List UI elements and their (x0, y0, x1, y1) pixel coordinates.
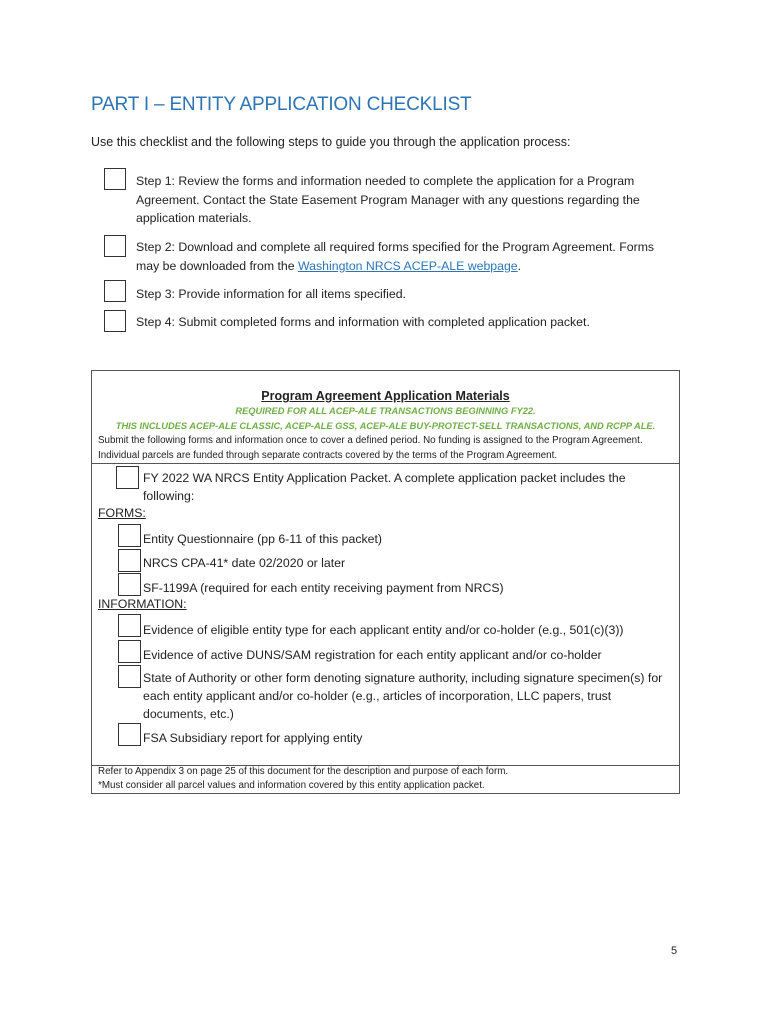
packet-checkbox[interactable] (116, 466, 139, 489)
step-4-text: Step 4: Submit completed forms and information with completed application packet. (136, 315, 590, 329)
acep-ale-webpage-link[interactable]: Washington NRCS ACEP-ALE webpage (298, 258, 518, 273)
divider (91, 463, 680, 464)
step-2-label: Step 2: Download and complete all required forms specified for the Program Agreement. Forms may be downloaded from the (136, 240, 655, 273)
footnote-appendix: Refer to Appendix 3 on page 25 of this document for the description and purpose of each form. (98, 766, 509, 777)
packet-text: FY 2022 WA NRCS Entity Application Packet. A complete application packet includes the following: (143, 471, 626, 503)
info-checkbox[interactable] (118, 614, 141, 637)
intro-text: Use this checklist and the following steps to guide you through the application process: (91, 135, 571, 149)
form-checkbox[interactable] (118, 573, 141, 596)
info-item: Evidence of active DUNS/SAM registration for each entity applicant and/or co-holder (143, 648, 602, 662)
step-3-text: Step 3: Provide information for all items specified. (136, 287, 406, 301)
step-2-end: . (517, 258, 522, 273)
form-item: NRCS CPA-41* date 02/2020 or later (143, 556, 346, 570)
information-label: INFORMATION: (98, 597, 187, 611)
page-title: PART I – ENTITY APPLICATION CHECKLIST (91, 94, 472, 115)
step-2-text (136, 238, 666, 275)
step-2-checkbox[interactable] (104, 235, 126, 257)
info-item: Evidence of eligible entity type for each applicant entity and/or co-holder (e.g., 501(c)(3)) (143, 623, 624, 637)
forms-label: FORMS: (98, 506, 146, 520)
includes-note: THIS INCLUDES ACEP-ALE CLASSIC, ACEP-ALE GSS, ACEP-ALE BUY-PROTECT-SELL TRANSACTIONS, AND RCPP ALE. (115, 421, 656, 431)
page-number: 5 (671, 945, 678, 957)
form-checkbox[interactable] (118, 524, 141, 547)
required-note: REQUIRED FOR ALL ACEP-ALE TRANSACTIONS BEGINNING FY22. (235, 406, 536, 416)
info-item: State of Authority or other form denoting signature authority, including signature specimen(s) for each entity applicant and/or co-holder (e.g., articles of incorporation, LLC papers, trust documents, etc.) (143, 671, 663, 721)
info-item: FSA Subsidiary report for applying entity (143, 731, 363, 745)
submit-note: Submit the following forms and information once to cover a defined period. No funding is assigned to the Program Agreement. Individual parcels are funded through separate contracts covered by the terms of the Program Agreement. (98, 435, 643, 461)
info-checkbox[interactable] (118, 665, 141, 688)
form-item: SF-1199A (required for each entity receiving payment from NRCS) (143, 581, 504, 595)
step-4-checkbox[interactable] (104, 310, 126, 332)
form-item: Entity Questionnaire (pp 6-11 of this packet) (143, 532, 383, 546)
form-checkbox[interactable] (118, 549, 141, 572)
step-1-checkbox[interactable] (104, 168, 126, 190)
info-checkbox[interactable] (118, 640, 141, 663)
step-3-checkbox[interactable] (104, 280, 126, 302)
step-1-text: Step 1: Review the forms and information needed to complete the application for a Program Agreement. Contact the State Easement Program Manager with any questions regarding the application materials. (136, 174, 640, 225)
box-title: Program Agreement Application Materials (261, 389, 510, 403)
info-checkbox[interactable] (118, 723, 141, 746)
footnote-parcel: *Must consider all parcel values and information covered by this entity application packet. (98, 780, 485, 791)
